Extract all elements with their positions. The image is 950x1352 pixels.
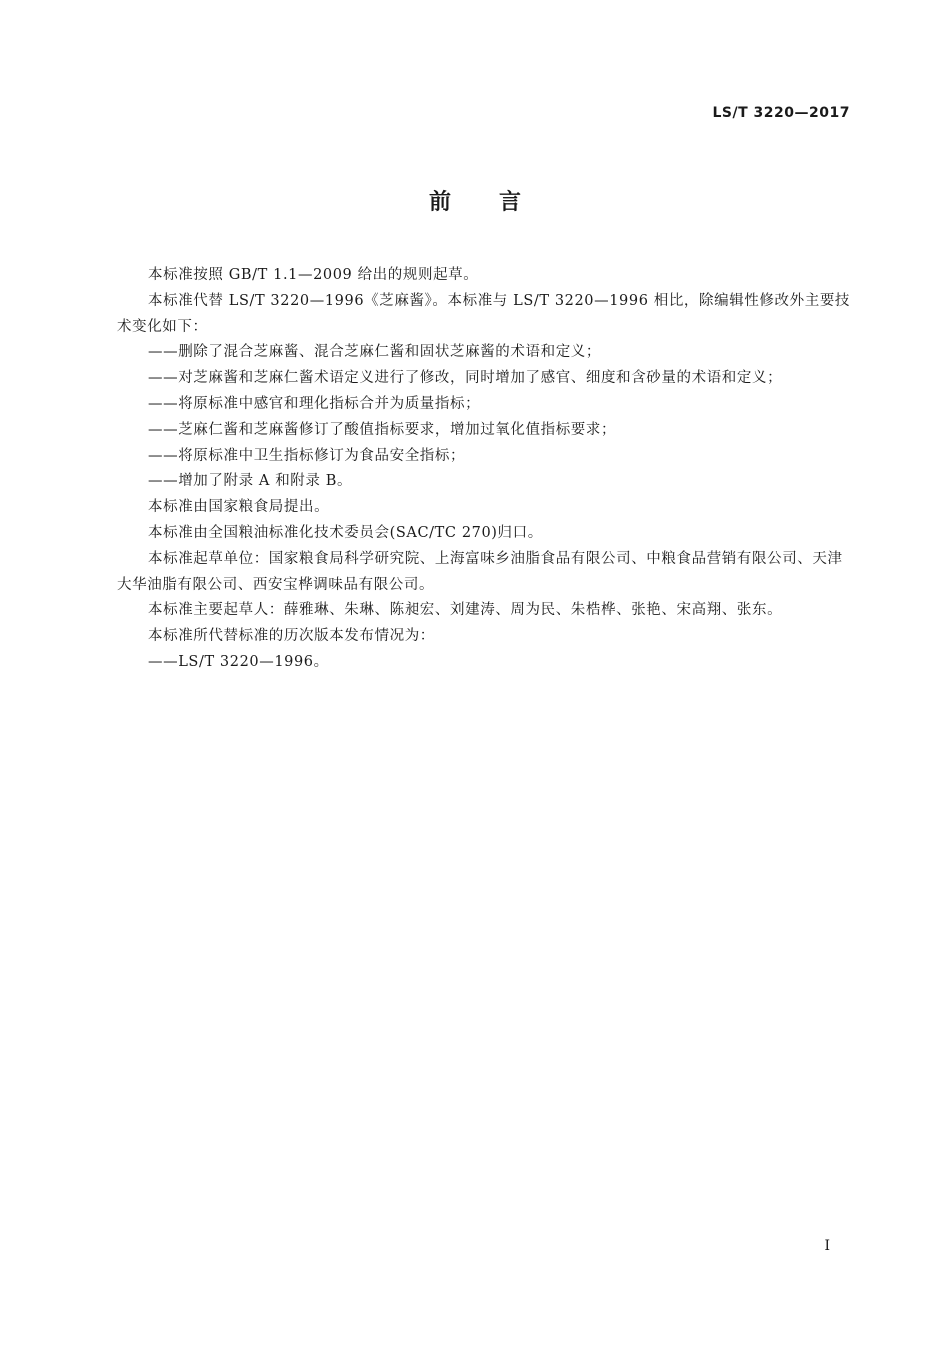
paragraph: 本标准所代替标准的历次版本发布情况为：: [148, 628, 435, 645]
list-item: ——增加了附录 A 和附录 B。: [148, 473, 353, 490]
list-item: ——芝麻仁酱和芝麻酱修订了酸值指标要求，增加过氧化值指标要求；: [148, 421, 617, 438]
page-title: 前言: [428, 190, 569, 215]
list-item: ——将原标准中卫生指标修订为食品安全指标；: [148, 447, 466, 464]
paragraph: 本标准主要起草人：薛雅琳、朱琳、陈昶宏、刘建涛、周为民、朱梏桦、张艳、宋高翔、张东。: [148, 602, 783, 619]
paragraph: 本标准由全国粮油标准化技术委员会(SAC/TC 270)归口。: [148, 524, 543, 541]
document-code: LS/T 3220—2017: [712, 105, 850, 121]
paragraph: 本标准由国家粮食局提出。: [148, 499, 330, 516]
paragraph: 本标准起草单位：国家粮食局科学研究院、上海富味乡油脂食品有限公司、中粮食品营销有限公司、天津大华油脂有限公司、西安宝桦调味品有限公司。: [117, 550, 843, 593]
foreword-body: [117, 263, 852, 676]
list-item: ——删除了混合芝麻酱、混合芝麻仁酱和固状芝麻酱的术语和定义；: [148, 344, 601, 361]
list-item: ——LS/T 3220—1996。: [148, 653, 329, 670]
paragraph: 本标准按照 GB/T 1.1—2009 给出的规则起草。: [148, 267, 479, 283]
paragraph: 本标准代替 LS/T 3220—1996《芝麻酱》。本标准与 LS/T 3220—1996 相比，除编辑性修改外主要技术变化如下：: [117, 292, 851, 335]
page-number: I: [824, 1238, 830, 1254]
list-item: ——将原标准中感官和理化指标合并为质量指标；: [148, 395, 481, 412]
list-item: ——对芝麻酱和芝麻仁酱术语定义进行了修改，同时增加了感官、细度和含砂量的术语和定义；: [148, 370, 783, 387]
